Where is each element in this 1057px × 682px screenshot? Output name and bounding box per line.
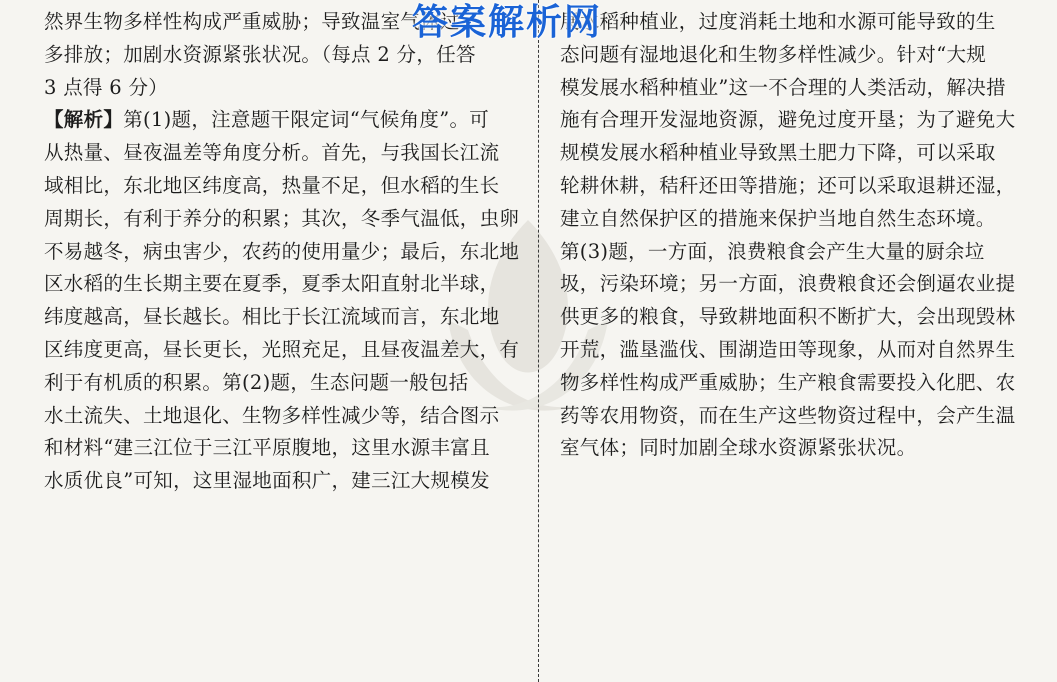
text-line: 水土流失、土地退化、生物多样性减少等，结合图示 (44, 403, 500, 427)
text-line: 轮耕休耕，秸秆还田等措施；还可以采取退耕还湿， (560, 173, 1016, 197)
text-line: 从热量、昼夜温差等角度分析。首先，与我国长江流 (44, 141, 500, 165)
text-line: 模发展水稻种植业”这一不合理的人类活动，解决措 (560, 75, 1006, 99)
text-line: 域相比，东北地区纬度高，热量不足，但水稻的生长 (44, 173, 500, 197)
text-line: 室气体；同时加剧全球水资源紧张状况。 (560, 436, 917, 460)
text-line: 圾，污染环境；另一方面，浪费粮食还会倒逼农业提 (560, 272, 1016, 296)
text-line: 区纬度更高，昼长更长，光照充足，且昼夜温差大，有 (44, 337, 520, 361)
text-line: 区水稻的生长期主要在夏季，夏季太阳直射北半球， (44, 272, 500, 296)
text-line: 水质优良”可知，这里湿地面积广，建三江大规模发 (44, 469, 490, 493)
text-line: 不易越冬，病虫害少，农药的使用量少；最后，东北地 (44, 239, 520, 263)
text-line: 建立自然保护区的措施来保护当地自然生态环境。 (560, 206, 996, 230)
text-line: 开荒，滥垦滥伐、围湖造田等现象，从而对自然界生 (560, 337, 1016, 361)
text-line: 多排放；加剧水资源紧张状况。（每点 2 分，任答 (44, 42, 476, 66)
analysis-first-text: 第(1)题，注意题干限定词“气候角度”。可 (123, 108, 490, 132)
analysis-line (44, 104, 526, 137)
text-line: 3 点得 6 分） (44, 75, 169, 99)
text-line: 周期长，有利于养分的积累；其次，冬季气温低，虫卵 (44, 206, 520, 230)
right-text-column (560, 6, 1038, 465)
text-line: 态问题有湿地退化和生物多样性减少。针对“大规 (560, 42, 987, 66)
text-line: 施有合理开发湿地资源，避免过度开垦；为了避免大 (560, 108, 1016, 132)
column-divider (538, 0, 539, 682)
text-line: 然界生物多样性构成严重威胁；导致温室气体过 (44, 10, 460, 33)
text-line: 纬度越高，昼长越长。相比于长江流域而言，东北地 (44, 305, 500, 329)
text-line: 利于有机质的积累。第(2)题，生态问题一般包括 (44, 370, 469, 394)
left-text-column (44, 6, 526, 498)
watermark-text: 答案解析网 (412, 2, 603, 43)
text-line: 展水稻种植业，过度消耗土地和水源可能导致的生 (560, 10, 996, 33)
text-line: 供更多的粮食，导致耕地面积不断扩大，会出现毁林 (560, 305, 1016, 329)
text-line: 规模发展水稻种植业导致黑土肥力下降，可以采取 (560, 141, 996, 165)
analysis-label: 【解析】 (44, 108, 124, 132)
text-line: 第(3)题，一方面，浪费粮食会产生大量的厨余垃 (560, 239, 985, 263)
text-line: 物多样性构成严重威胁；生产粮食需要投入化肥、农 (560, 370, 1016, 394)
text-line: 药等农用物资，而在生产这些物资过程中，会产生温 (560, 403, 1016, 427)
text-line: 和材料“建三江位于三江平原腹地，这里水源丰富且 (44, 436, 490, 460)
